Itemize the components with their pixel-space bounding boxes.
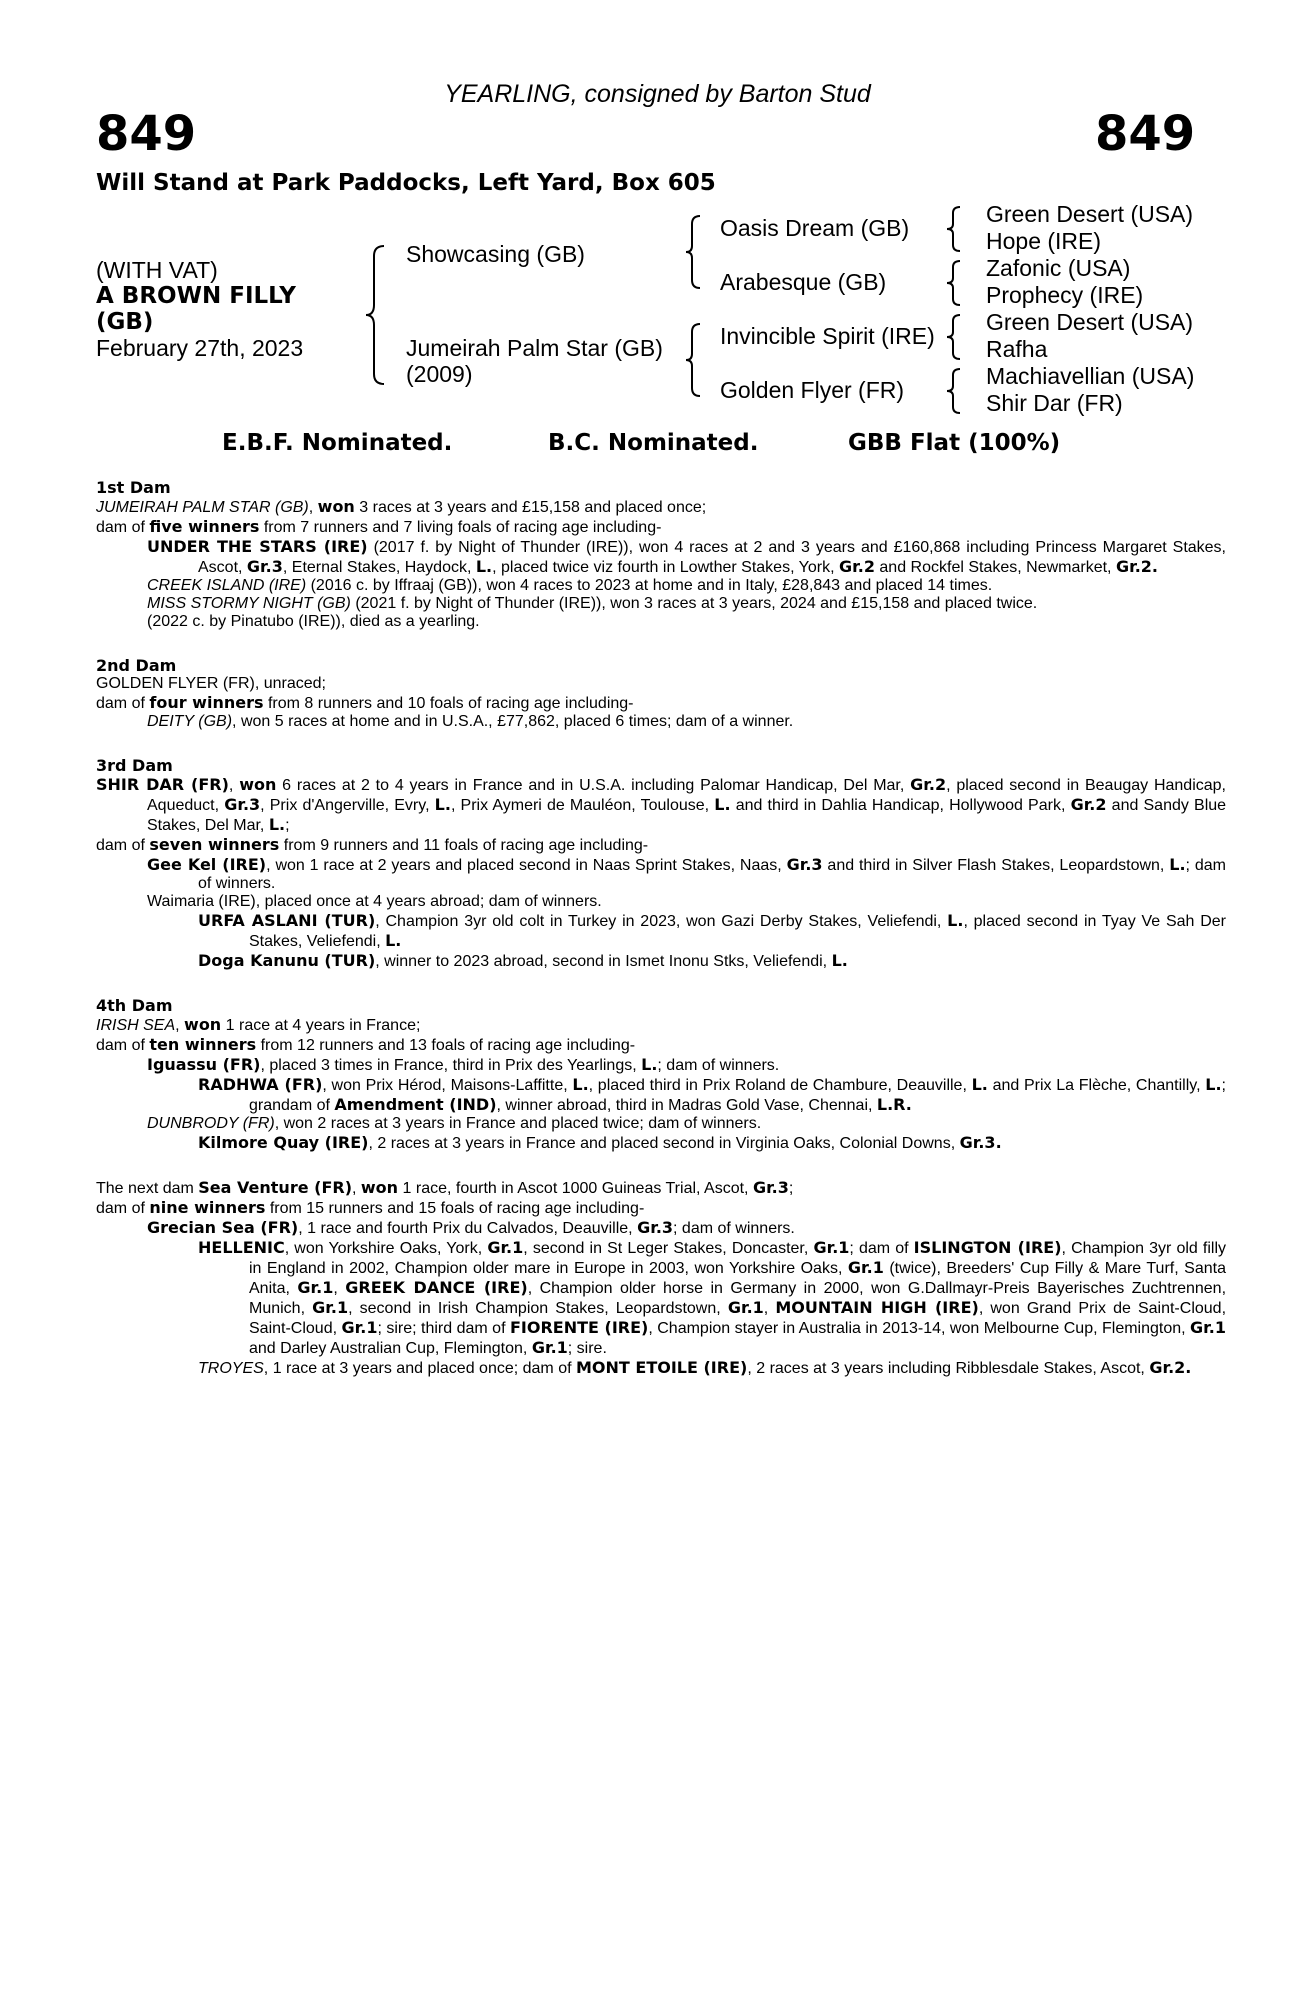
produce-text: (2022 c. by Pinatubo (IRE)), died as a yearling. <box>147 613 480 630</box>
dam-record: GOLDEN FLYER (FR), unraced; <box>96 675 326 692</box>
ped-dss: Green Desert (USA) <box>986 309 1194 335</box>
ped-ddd: Shir Dar (FR) <box>986 390 1123 416</box>
grade: Gr.2 <box>839 557 875 576</box>
listed: L. <box>1169 855 1186 874</box>
first-dam-section: 1st Dam JUMEIRAH PALM STAR (GB), won 3 races at 3 years and £15,158 and placed once; dam of five winners from 7 runners and 7 living foals of racing age including- UNDER THE STARS (IRE) (2017 f. by Night of Thunder (IRE)), won 4 races at 2 and 3 years and £160,868 including Princess Margaret Stakes, Ascot, Gr.3, Eternal Stakes, Haydock, L., placed twice viz fourth in Lowther Stakes, York, Gr.2 and Rockfel Stakes, Newmarket, Gr.2. CREEK ISLAND (IRE) (2016 c. by Iffraaj (GB)), won 4 races to 2023 at home and in Italy, £28,843 and placed 14 times. MISS STORMY NIGHT (GB) (2021 f. by Night of Thunder (IRE)), won 3 races at 3 years, 2024 and £15,158 and placed twice. (2022 c. by Pinatubo (IRE)), died as a yearling. <box>96 478 1227 630</box>
produce-entry <box>96 1218 1226 1238</box>
produce-text: , placed second in Tyay Ve Sah Der Stakes, Veliefendi, <box>249 913 1226 950</box>
produce-summary: from 9 runners and 11 foals of racing age including- <box>283 837 649 854</box>
grade: Gr.1 <box>813 1238 850 1257</box>
produce-text: ; sire; third dam of <box>377 1320 506 1337</box>
produce-summary: from 7 runners and 7 living foals of racing age including- <box>263 519 662 536</box>
grade: Gr.1 <box>487 1238 524 1257</box>
listed: L. <box>641 1055 658 1074</box>
produce-text: and Darley Australian Cup, Flemington, <box>249 1340 528 1357</box>
horse-description: A BROWN FILLY <box>96 283 296 309</box>
dam-name: JUMEIRAH PALM STAR (GB) <box>96 499 309 516</box>
produce-name: ISLINGTON (IRE) <box>913 1238 1062 1257</box>
produce-text: (2017 f. by Night of Thunder (IRE)), won 4 races at 2 and 3 years and £160,868 including Princess Margaret Stakes, Ascot, <box>198 539 1227 576</box>
grade: Gr.3 <box>786 855 823 874</box>
produce-name: TROYES <box>198 1360 264 1377</box>
dam-name: Sea Venture (FR) <box>198 1178 352 1197</box>
produce-text: (2021 f. by Night of Thunder (IRE)), won 3 races at 3 years, 2024 and £15,158 and placed twice. <box>355 595 1038 612</box>
produce-entry: HELLENIC, won Yorkshire Oaks, York, Gr.1, second in St Leger Stakes, Doncaster, Gr.1; dam of ISLINGTON (IRE), Champion 3yr old filly in England in 2002, Champion older mare in Europe in 2003, won Yorkshire Oaks, Gr.1 (twice), Breeders' Cup Filly & Mare Turf, Santa Anita, Gr.1, GREEK DANCE (IRE), Champion older horse in Germany in 2000, won G.Dallmayr-Preis Bayerisches Zuchtrennen, Munich, Gr.1, second in Irish Champion Stakes, Leopardstown, Gr.1, MOUNTAIN HIGH (IRE), won Grand Prix de Saint-Cloud, Saint-Cloud, Gr.1; sire; third dam of FIORENTE (IRE), Champion stayer in Australia in 2013-14, won Melbourne Cup, Flemington, Gr.1 and Darley Australian Cup, Flemington, Gr.1; sire. <box>198 1238 1227 1357</box>
vat-label: (WITH VAT) <box>96 257 218 283</box>
produce-text: ; dam of <box>849 1240 909 1257</box>
produce-text: ; dam of winners. <box>673 1220 795 1237</box>
produce-name: HELLENIC <box>198 1238 285 1257</box>
sire: Showcasing (GB) <box>406 241 585 267</box>
winners-count: ten winners <box>149 1035 257 1054</box>
brace-4 <box>944 366 964 416</box>
produce-text: , second in Irish Champion Stakes, Leopardstown, <box>348 1300 721 1317</box>
page-header: YEARLING, consigned by Barton Stud <box>444 80 871 108</box>
produce-name: MISS STORMY NIGHT (GB) <box>147 595 351 612</box>
produce-text: , Champion older horse in Germany in 2000, won G.Dallmayr-Preis Bayerisches Zuchtrennen, Munich, <box>249 1280 1227 1317</box>
grade: Gr.1 <box>531 1338 568 1357</box>
dam-record: 3 races at 3 years and £15,158 and placed once; <box>359 499 707 516</box>
listed: L. <box>572 1075 589 1094</box>
grade: Gr.1 <box>297 1278 334 1297</box>
section-heading: 4th Dam <box>96 996 173 1015</box>
produce-text: ; sire. <box>567 1340 607 1357</box>
dam-text: The next dam <box>96 1180 194 1197</box>
grade: Gr.1 <box>312 1298 349 1317</box>
produce-name: Amendment (IND) <box>334 1095 497 1114</box>
produce-text: , Champion stayer in Australia in 2013-14, won Melbourne Cup, Flemington, <box>648 1320 1186 1337</box>
dam-text: 1 race, fourth in Ascot 1000 Guineas Trial, Ascot, <box>402 1180 749 1197</box>
produce-text: , winner to 2023 abroad, second in Ismet Inonu Stks, Veliefendi, <box>375 953 828 970</box>
produce-text: (2016 c. by Iffraaj (GB)), won 4 races to 2023 at home and in Italy, £28,843 and placed 14 times. <box>310 577 993 594</box>
dam-text: , placed second in Beaugay Handicap, Aqueduct, <box>147 777 1227 814</box>
produce-text: , Champion 3yr old colt in Turkey in 2023, won Gazi Derby Stakes, Veliefendi, <box>375 913 942 930</box>
produce-name: UNDER THE STARS (IRE) <box>147 537 368 556</box>
won-label: won <box>360 1178 399 1197</box>
listed: L. <box>385 931 402 950</box>
winners-count: four winners <box>149 693 264 712</box>
sire-dam-brace <box>362 240 392 390</box>
produce-entry <box>96 911 1226 951</box>
bc-nomination: B.C. Nominated. <box>548 430 759 456</box>
produce-name: CREEK ISLAND (IRE) <box>147 577 307 594</box>
grade: Gr.3 <box>246 557 283 576</box>
produce-text: ; dam of winners. <box>198 857 1226 892</box>
dam-text: , Prix d'Angerville, Evry, <box>260 797 430 814</box>
produce-entry <box>96 1115 1226 1133</box>
produce-text: ; dam of winners. <box>657 1057 780 1074</box>
produce-entry <box>96 951 1226 971</box>
horse-dob: February 27th, 2023 <box>96 335 304 361</box>
listed: L. <box>475 557 493 576</box>
listed: L. <box>947 911 964 930</box>
winners-count: five winners <box>149 517 260 536</box>
dam-line-brace <box>682 320 704 400</box>
section-heading: 2nd Dam <box>96 656 177 675</box>
produce-entry <box>96 1358 1226 1378</box>
produce-name: MOUNTAIN HIGH (IRE) <box>775 1298 979 1317</box>
produce-text: , won Yorkshire Oaks, York, <box>284 1240 483 1257</box>
produce-entry <box>96 613 1226 631</box>
produce-entry <box>96 537 1226 577</box>
ped-sss: Green Desert (USA) <box>986 201 1194 227</box>
produce-name: DEITY (GB) <box>147 713 233 730</box>
produce-entry <box>96 595 1226 613</box>
produce-text: ; grandam of <box>249 1077 1226 1114</box>
dam-text: 1 race at 4 years in France; <box>225 1017 421 1034</box>
dam-of-label: dam of <box>96 695 145 712</box>
stand-location: Will Stand at Park Paddocks, Left Yard, Box 605 <box>96 170 716 196</box>
listed: L. <box>434 795 451 814</box>
produce-text: Waimaria (IRE), placed once at 4 years abroad; dam of winners. <box>147 893 602 910</box>
produce-text: , won 5 races at home and in U.S.A., £77,862, placed 6 times; dam of a winner. <box>232 713 794 730</box>
produce-name: Iguassu (FR) <box>147 1055 261 1074</box>
grade: Gr.1 <box>341 1318 378 1337</box>
third-dam-section <box>96 756 1226 971</box>
produce-text: , won 2 races at 3 years in France and placed twice; dam of winners. <box>274 1115 762 1132</box>
dam-of-label: dam of <box>96 1200 145 1217</box>
grade: Gr.3 <box>637 1218 674 1237</box>
produce-text: , 2 races at 3 years including Ribblesdale Stakes, Ascot, <box>747 1360 1145 1377</box>
listed: L. <box>268 815 286 834</box>
dam-dam: Golden Flyer (FR) <box>720 377 905 403</box>
dam-of-label: dam of <box>96 519 145 536</box>
produce-text: , winner abroad, third in Madras Gold Vase, Chennai, <box>496 1097 873 1114</box>
grade: Gr.3. <box>959 1133 1002 1152</box>
dam-text: , Prix Aymeri de Mauléon, Toulouse, <box>450 797 710 814</box>
lot-number-left: 849 <box>96 106 197 162</box>
listed: L. <box>971 1075 988 1094</box>
listed: L. <box>714 795 731 814</box>
dam-name: IRISH SEA <box>96 1017 176 1034</box>
grade: Gr.1 <box>1190 1318 1226 1337</box>
ebf-nomination: E.B.F. Nominated. <box>222 430 453 456</box>
produce-entry <box>96 855 1226 893</box>
ped-sds: Zafonic (USA) <box>986 255 1131 281</box>
dam-text: and Sandy Blue Stakes, Del Mar, <box>147 797 1227 834</box>
won-label: won <box>317 497 355 516</box>
produce-text: , placed 3 times in France, third in Prix des Yearlings, <box>260 1057 637 1074</box>
fourth-dam-section: 4th Dam IRISH SEA, won 1 race at 4 years in France; dam of ten winners from 12 runners and 13 foals of racing age including- Iguassu (FR), placed 3 times in France, third in Prix des Yearlings, L.; dam of winners. RADHWA (FR), won Prix Hérod, Maisons-Laffitte, L., placed third in Prix Roland de Chambure, Deauville, L. and Prix La Flèche, Chantilly, L.; grandam of Amendment (IND), winner abroad, third in Madras Gold Vase, Chennai, L.R. DUNBRODY (FR), won 2 races at 3 years in France and placed twice; dam of winners. Kilmore Quay (IRE), 2 races at 3 years in France and placed second in Virginia Oaks, Colonial Downs, Gr.3. <box>96 996 1226 1152</box>
grade: Gr.3 <box>752 1178 789 1197</box>
grade: Gr.2 <box>1070 795 1107 814</box>
produce-text: , 1 race at 3 years and placed once; dam of <box>263 1360 572 1377</box>
dam: Jumeirah Palm Star (GB) <box>406 335 663 361</box>
produce-text: , placed third in Prix Roland de Chambure, Deauville, <box>588 1077 967 1094</box>
section-heading: 3rd Dam <box>96 756 173 775</box>
produce-text: , won Grand Prix de Saint-Cloud, Saint-Cloud, <box>249 1300 1227 1337</box>
produce-entry <box>96 893 1226 911</box>
dam-of-label: dam of <box>96 1037 145 1054</box>
grade: Gr.2. <box>1115 557 1158 576</box>
produce-entry <box>96 1133 1226 1153</box>
produce-text: , won Prix Hérod, Maisons-Laffitte, <box>322 1077 568 1094</box>
horse-country: (GB) <box>96 309 154 335</box>
produce-text: and Prix La Flèche, Chantilly, <box>992 1077 1201 1094</box>
sire-sire: Oasis Dream (GB) <box>720 215 910 241</box>
produce-name: Gee Kel (IRE) <box>147 855 267 874</box>
dam-year: (2009) <box>406 361 473 387</box>
grade: Gr.2. <box>1149 1358 1192 1377</box>
brace-3 <box>944 312 964 362</box>
brace-1 <box>944 204 964 254</box>
produce-text: , 2 races at 3 years in France and placed second in Virginia Oaks, Colonial Downs, <box>368 1135 956 1152</box>
produce-text: (twice), Breeders' Cup Filly & Mare Turf, Santa Anita, <box>249 1260 1226 1297</box>
winners-count: seven winners <box>149 835 280 854</box>
dam-text: and third in Dahlia Handicap, Hollywood Park, <box>735 797 1066 814</box>
produce-text: , Champion 3yr old filly in England in 2002, Champion older mare in Europe in 2003, won Yorkshire Oaks, <box>249 1240 1227 1277</box>
catalogue-body <box>96 478 1226 1378</box>
won-label: won <box>184 1015 222 1034</box>
sire-dam: Arabesque (GB) <box>720 269 887 295</box>
grade: Gr.1 <box>727 1298 764 1317</box>
produce-entry <box>96 1075 1226 1115</box>
produce-text: , second in St Leger Stakes, Doncaster, <box>523 1240 809 1257</box>
brace-2 <box>944 258 964 308</box>
listed: L. <box>1205 1075 1222 1094</box>
dam-of-label: dam of <box>96 837 145 854</box>
section-heading: 1st Dam <box>96 478 171 497</box>
grade: Gr.3 <box>224 795 261 814</box>
listed: L. <box>831 951 848 970</box>
second-dam-section <box>96 656 1226 731</box>
grade: Gr.1 <box>847 1258 884 1277</box>
produce-summary: from 15 runners and 15 foals of racing age including- <box>269 1200 645 1217</box>
produce-name: DUNBRODY (FR) <box>147 1115 275 1132</box>
sire-line-brace <box>682 212 704 292</box>
dam-text: 6 races at 2 to 4 years in France and in U.S.A. including Palomar Handicap, Del Mar, <box>282 777 905 794</box>
grade: Gr.2 <box>910 775 947 794</box>
produce-text: and third in Silver Flash Stakes, Leopardstown, <box>827 857 1165 874</box>
produce-summary: from 12 runners and 13 foals of racing age including- <box>260 1037 636 1054</box>
produce-text: and Rockfel Stakes, Newmarket, <box>879 559 1112 576</box>
produce-name: URFA ASLANI (TUR) <box>198 911 376 930</box>
produce-name: FIORENTE (IRE) <box>509 1318 649 1337</box>
produce-name: Grecian Sea (FR) <box>147 1218 299 1237</box>
dam-sire: Invincible Spirit (IRE) <box>720 323 935 349</box>
produce-text: , placed twice viz fourth in Lowther Stakes, York, <box>492 559 835 576</box>
produce-summary: from 8 runners and 10 foals of racing age including- <box>267 695 634 712</box>
produce-entry <box>96 1055 1226 1075</box>
dam-name: SHIR DAR (FR) <box>96 775 229 794</box>
gbb-flat: GBB Flat (100%) <box>848 430 1061 456</box>
ped-dsd: Rafha <box>986 336 1048 362</box>
lot-number-right: 849 <box>1095 106 1196 162</box>
ped-sdd: Prophecy (IRE) <box>986 282 1144 308</box>
ped-ssd: Hope (IRE) <box>986 228 1102 254</box>
produce-text: , won 1 race at 2 years and placed second in Naas Sprint Stakes, Naas, <box>266 857 782 874</box>
won-label: won <box>239 775 277 794</box>
produce-name: Doga Kanunu (TUR) <box>198 951 376 970</box>
produce-entry <box>96 713 1226 731</box>
produce-name: MONT ETOILE (IRE) <box>576 1358 748 1377</box>
winners-count: nine winners <box>149 1198 266 1217</box>
produce-entry <box>96 577 1226 595</box>
produce-text: , Eternal Stakes, Haydock, <box>282 559 472 576</box>
produce-name: Kilmore Quay (IRE) <box>198 1133 369 1152</box>
next-dam-section: The next dam Sea Venture (FR), won 1 race, fourth in Ascot 1000 Guineas Trial, Ascot, Gr.3; dam of nine winners from 15 runners and 15 foals of racing age including- Grecian Sea (FR), 1 race and fourth Prix du Calvados, Deauville, Gr.3; dam of winners. HELLENIC, won Yorkshire Oaks, York, Gr.1, second in St Leger Stakes, Doncaster, Gr.1; dam of ISLINGTON (IRE), Champion 3yr old filly in England in 2002, Champion older mare in Europe in 2003, won Yorkshire Oaks, Gr.1 (twice), Breeders' Cup Filly & Mare Turf, Santa Anita, Gr.1, GREEK DANCE (IRE), Champion older horse in Germany in 2000, won G.Dallmayr-Preis Bayerisches Zuchtrennen, Munich, Gr.1, second in Irish Champion Stakes, Leopardstown, Gr.1, MOUNTAIN HIGH (IRE), won Grand Prix de Saint-Cloud, Saint-Cloud, Gr.1; sire; third dam of FIORENTE (IRE), Champion stayer in Australia in 2013-14, won Melbourne Cup, Flemington, Gr.1 and Darley Australian Cup, Flemington, Gr.1; sire. TROYES, 1 race at 3 years and placed once; dam of MONT ETOILE (IRE), 2 races at 3 years including Ribblesdale Stakes, Ascot, Gr.2. <box>96 1178 1227 1377</box>
dam-record: SHIR DAR (FR), won 6 races at 2 to 4 years in France and in U.S.A. including Palomar Handicap, Del Mar, Gr.2, placed second in Beaugay Handicap, Aqueduct, Gr.3, Prix d'Angerville, Evry, L., Prix Aymeri de Mauléon, Toulouse, L. and third in Dahlia Handicap, Hollywood Park, Gr.2 and Sandy Blue Stakes, Del Mar, L.; <box>96 775 1227 834</box>
produce-text: , 1 race and fourth Prix du Calvados, Deauville, <box>298 1220 633 1237</box>
produce-name: GREEK DANCE (IRE) <box>345 1278 528 1297</box>
ped-dds: Machiavellian (USA) <box>986 363 1195 389</box>
produce-name: RADHWA (FR) <box>198 1075 323 1094</box>
listed: L.R. <box>876 1095 912 1114</box>
